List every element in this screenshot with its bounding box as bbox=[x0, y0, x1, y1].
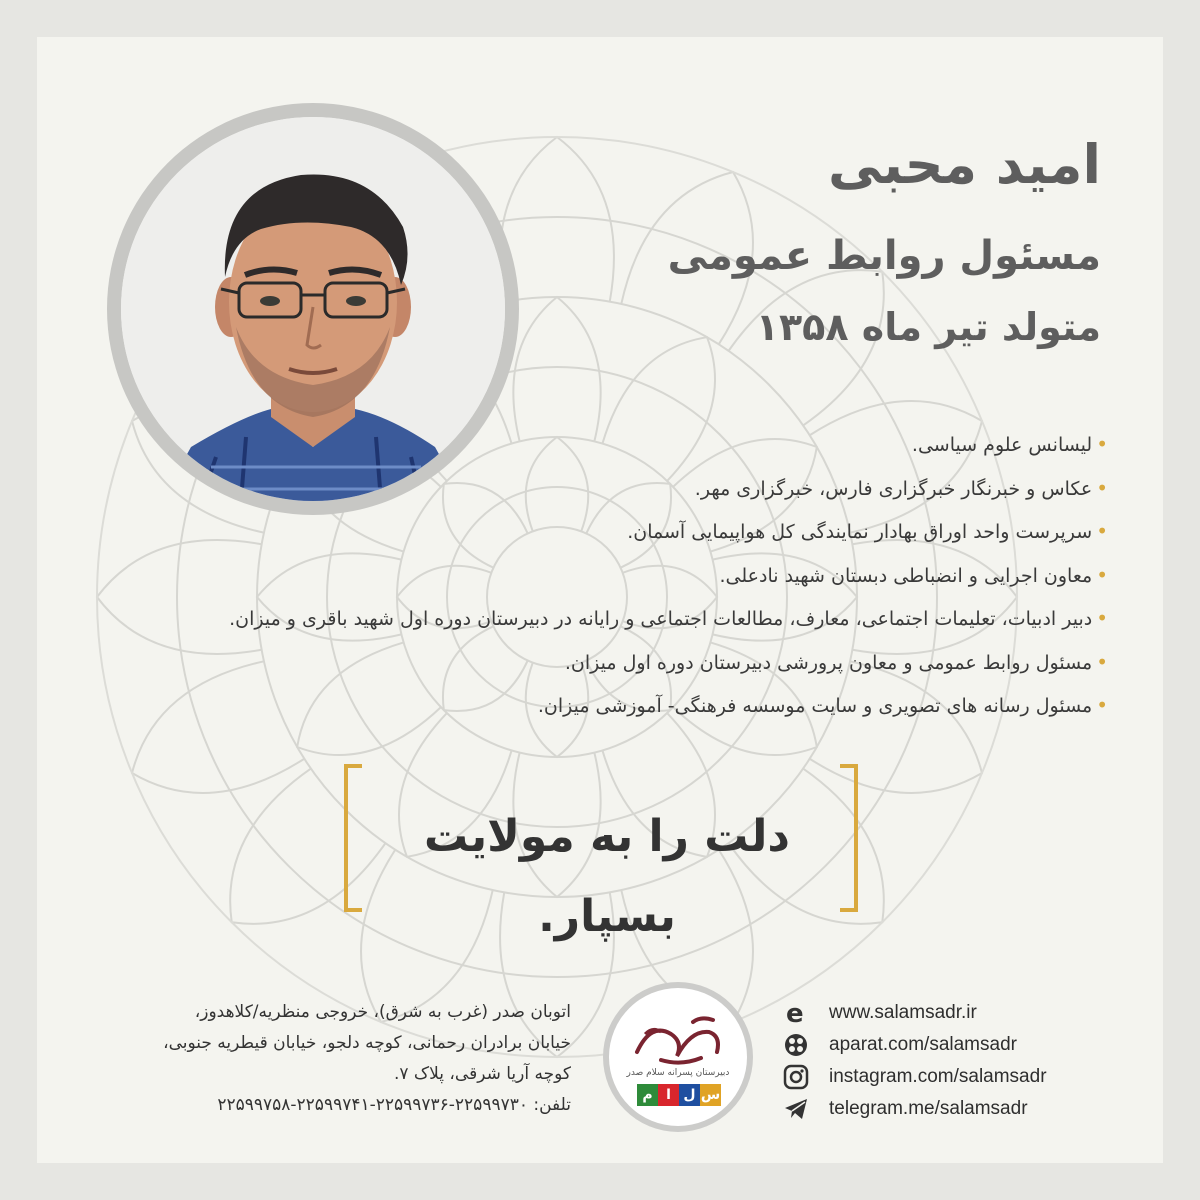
address-line: خیابان برادران رحمانی، کوچه دلجو، خیابان قیطریه جنوبی، bbox=[163, 1033, 571, 1053]
logo-subtitle: دبیرستان پسرانه سلام صدر bbox=[626, 1068, 730, 1078]
logo-letter: ل bbox=[679, 1084, 700, 1106]
telegram-link-text: telegram.me/salamsadr bbox=[829, 1098, 1028, 1119]
address-line: کوچه آریا شرقی، پلاک ۷. bbox=[393, 1064, 571, 1084]
person-name: امید محبی bbox=[827, 133, 1101, 196]
motto-text: دلت را به مولایت بسپار. bbox=[424, 811, 790, 942]
bio-item bbox=[88, 684, 1108, 728]
bullet-icon: • bbox=[1096, 519, 1108, 543]
web-icon bbox=[783, 1000, 809, 1026]
bullet-icon: • bbox=[1096, 475, 1108, 500]
motto-bracket-left bbox=[344, 764, 362, 912]
bio-item bbox=[88, 641, 1108, 685]
aparat-icon bbox=[783, 1032, 809, 1058]
bullet-icon: • bbox=[1096, 432, 1108, 456]
logo-badge bbox=[609, 988, 747, 1126]
bio-item bbox=[88, 510, 1108, 554]
contact-links bbox=[783, 997, 1123, 1125]
instagram-link[interactable] bbox=[783, 1061, 1123, 1093]
aparat-link[interactable] bbox=[783, 1029, 1123, 1061]
logo-letter: م bbox=[637, 1084, 658, 1106]
bullet-icon: • bbox=[1096, 606, 1108, 630]
bio-item-text: لیسانس علوم سیاسی. bbox=[911, 434, 1093, 456]
aparat-link-text: aparat.com/salamsadr bbox=[829, 1034, 1017, 1055]
bio-item bbox=[88, 597, 1108, 641]
school-logo bbox=[603, 982, 753, 1132]
bio-item-text: دبیر ادبیات، تعلیمات اجتماعی، معارف، مطالعات اجتماعی و رایانه در دبیرستان دوره اول شهید باقری و میزان. bbox=[229, 608, 1093, 630]
bullet-icon: • bbox=[1096, 562, 1108, 587]
bullet-icon: • bbox=[1096, 649, 1108, 674]
logo-letter: ا bbox=[658, 1084, 679, 1106]
address-block bbox=[101, 997, 571, 1121]
bio-item bbox=[88, 423, 1108, 467]
website-link[interactable] bbox=[783, 997, 1123, 1029]
bio-item-text: معاون اجرایی و انضباطی دبستان شهید نادعلی. bbox=[719, 564, 1093, 587]
calligraphy-logo-icon bbox=[631, 1012, 725, 1068]
svg-text:e: e bbox=[786, 1000, 804, 1026]
bio-item bbox=[88, 467, 1108, 511]
telegram-link[interactable] bbox=[783, 1093, 1123, 1125]
motto-bracket-right bbox=[840, 764, 858, 912]
bio-item-text: مسئول روابط عمومی و معاون پرورشی دبیرستان دوره اول میزان. bbox=[564, 651, 1093, 674]
phone-numbers: تلفن: ۲۲۵۹۹۷۳۰-۲۲۵۹۹۷۳۶-۲۲۵۹۹۷۴۱-۲۲۵۹۹۷۵۸ bbox=[217, 1095, 571, 1115]
logo-letter-boxes bbox=[637, 1084, 721, 1106]
mandala-petal bbox=[230, 769, 385, 924]
website-link-text: www.salamsadr.ir bbox=[829, 1002, 977, 1023]
bio-item-text: عکاس و خبرنگار خبرگزاری فارس، خبرگزاری مهر. bbox=[694, 477, 1093, 500]
telegram-icon bbox=[783, 1096, 809, 1122]
bio-item bbox=[88, 554, 1108, 598]
bio-item-text: سرپرست واحد اوراق بهادار نمایندگی کل هواپیمایی آسمان. bbox=[627, 521, 1093, 543]
logo-letter: س bbox=[700, 1084, 721, 1106]
bio-item-text: مسئول رسانه های تصویری و سایت موسسه فرهنگی- آموزشی میزان. bbox=[537, 695, 1093, 717]
profile-card bbox=[37, 37, 1163, 1163]
bullet-icon: • bbox=[1096, 693, 1108, 717]
instagram-icon bbox=[783, 1064, 809, 1090]
birth-date: متولد تیر ماه ۱۳۵۸ bbox=[755, 305, 1101, 349]
instagram-link-text: instagram.com/salamsadr bbox=[829, 1066, 1047, 1087]
bio-list bbox=[88, 423, 1108, 728]
address-line: اتوبان صدر (غرب به شرق)، خروجی منظریه/کلاهدوز، bbox=[194, 1002, 571, 1022]
person-role: مسئول روابط عمومی bbox=[667, 233, 1101, 279]
